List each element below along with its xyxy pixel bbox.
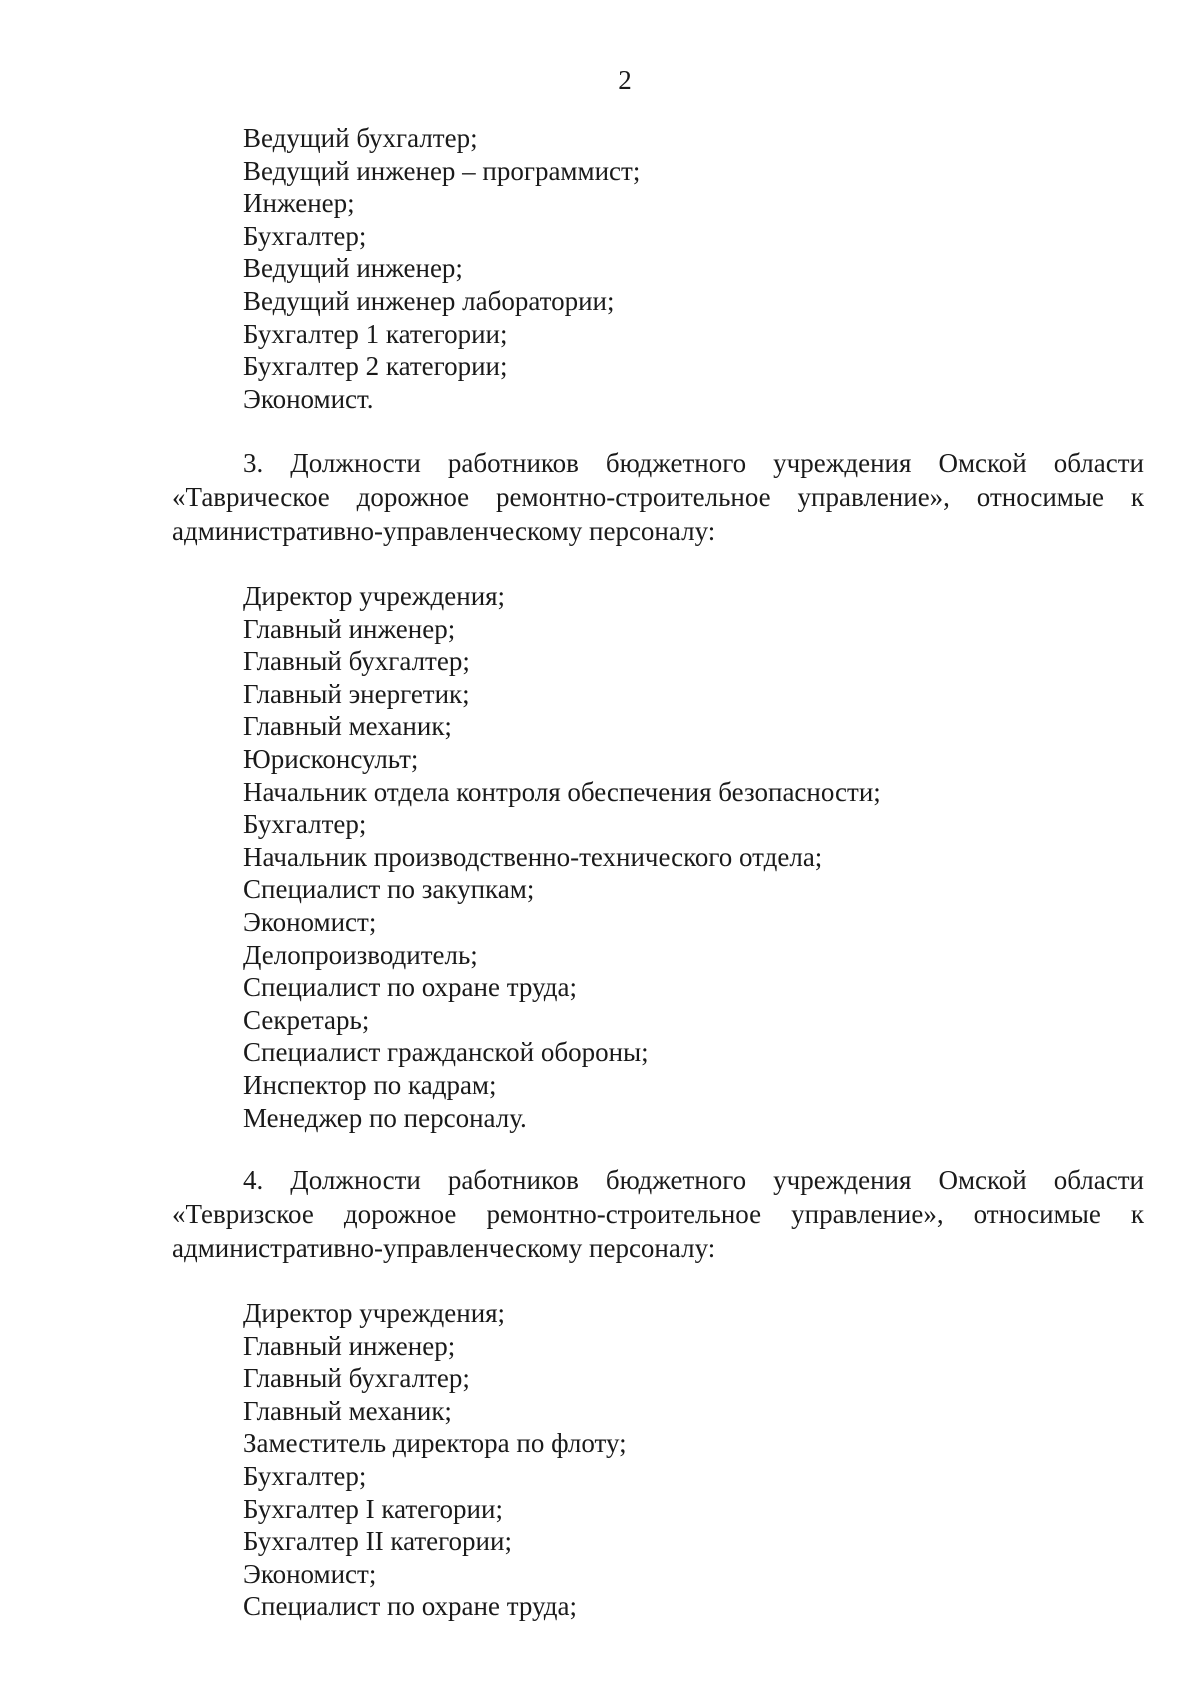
list-item: Главный инженер; bbox=[243, 613, 456, 644]
list-item: Главный бухгалтер; bbox=[243, 646, 470, 677]
list-item: Инженер; bbox=[243, 188, 355, 219]
section-3-heading: 3. Должности работников бюджетного учреждения Омской области «Таврическое дорожное ремонтно-строительное управление», относимые к административно-управленческому персоналу: bbox=[172, 448, 1144, 546]
list-item: Специалист по охране труда; bbox=[243, 972, 578, 1003]
list-item: Ведущий инженер – программист; bbox=[243, 155, 641, 186]
list-item: Ведущий бухгалтер; bbox=[243, 123, 478, 153]
list-item: Бухгалтер; bbox=[243, 1460, 367, 1491]
list-item: Главный бухгалтер; bbox=[243, 1363, 470, 1394]
list-item: Специалист по охране труда; bbox=[243, 1591, 578, 1622]
position-list-section-2-continued bbox=[243, 122, 640, 415]
position-list-section-3 bbox=[243, 580, 881, 1134]
page-number: 2 bbox=[618, 65, 632, 95]
list-item: Бухгалтер; bbox=[243, 220, 367, 251]
list-item: Начальник отдела контроля обеспечения безопасности; bbox=[243, 776, 881, 807]
list-item: Бухгалтер II категории; bbox=[243, 1526, 512, 1557]
list-item: Ведущий инженер лаборатории; bbox=[243, 285, 615, 316]
position-list-section-4 bbox=[243, 1297, 627, 1623]
list-item: Экономист. bbox=[243, 383, 374, 414]
list-item: Директор учреждения; bbox=[243, 581, 506, 611]
list-item: Экономист; bbox=[243, 906, 377, 937]
list-item: Директор учреждения; bbox=[243, 1298, 506, 1328]
list-item: Главный механик; bbox=[243, 711, 452, 742]
section-4-heading: 4. Должности работников бюджетного учреждения Омской области «Тевризское дорожное ремонтно-строительное управление», относимые к административно-управленческому персоналу: bbox=[172, 1165, 1144, 1263]
list-item: Заместитель директора по флоту; bbox=[243, 1428, 627, 1459]
list-item: Специалист гражданской обороны; bbox=[243, 1037, 649, 1068]
list-item: Экономист; bbox=[243, 1558, 377, 1589]
list-item: Главный инженер; bbox=[243, 1330, 456, 1361]
list-item: Делопроизводитель; bbox=[243, 939, 478, 970]
list-item: Начальник производственно-технического отдела; bbox=[243, 841, 823, 872]
list-item: Главный механик; bbox=[243, 1395, 452, 1426]
list-item: Бухгалтер 2 категории; bbox=[243, 351, 508, 382]
list-item: Секретарь; bbox=[243, 1004, 370, 1035]
list-item: Юрисконсульт; bbox=[243, 743, 419, 774]
list-item: Инспектор по кадрам; bbox=[243, 1069, 497, 1100]
list-item: Бухгалтер I категории; bbox=[243, 1493, 503, 1524]
list-item: Главный энергетик; bbox=[243, 678, 470, 709]
list-item: Специалист по закупкам; bbox=[243, 874, 535, 905]
list-item: Бухгалтер 1 категории; bbox=[243, 318, 508, 349]
list-item: Менеджер по персоналу. bbox=[243, 1102, 527, 1133]
list-item: Ведущий инженер; bbox=[243, 253, 463, 284]
list-item: Бухгалтер; bbox=[243, 809, 367, 840]
